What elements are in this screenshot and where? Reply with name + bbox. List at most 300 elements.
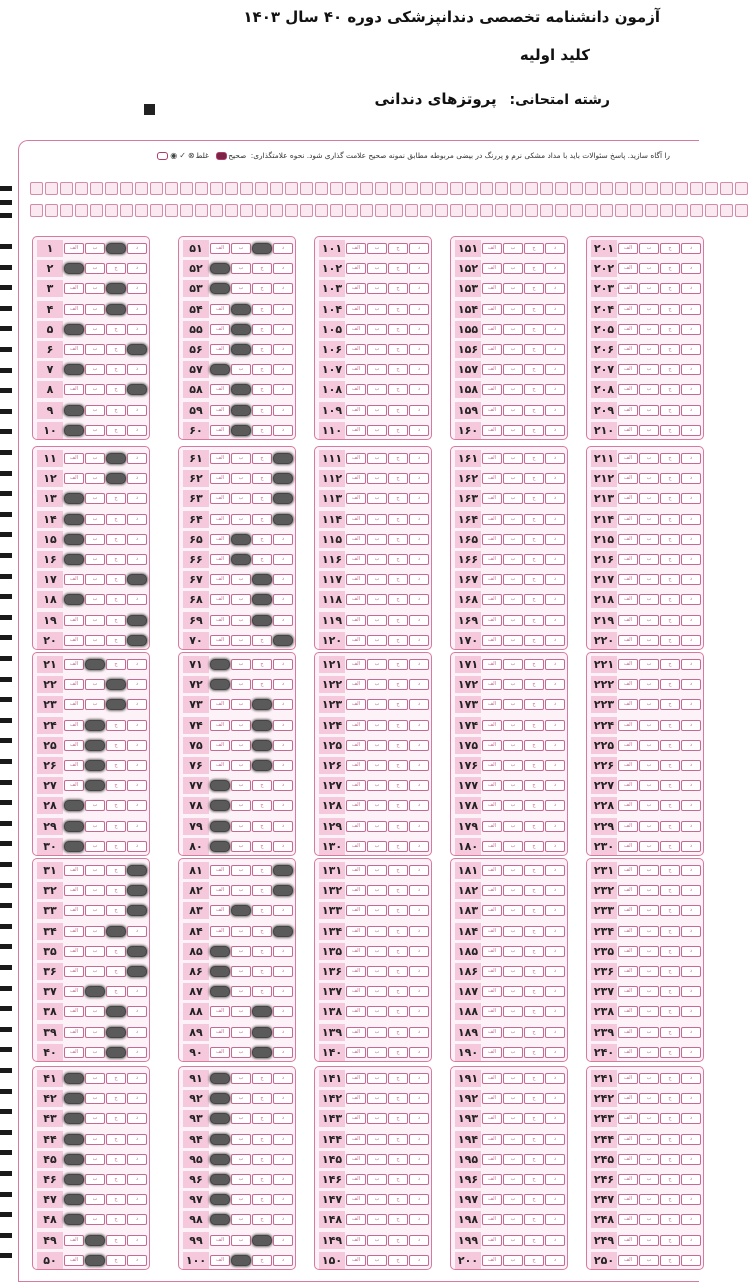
option-bubble[interactable]: ب (367, 1194, 387, 1205)
option-bubble[interactable]: د (273, 263, 293, 274)
option-bubble[interactable]: ج (660, 283, 680, 294)
option-bubble[interactable]: ج (106, 1174, 126, 1185)
option-bubble[interactable]: د (273, 1073, 293, 1084)
option-bubble[interactable]: د (409, 1006, 429, 1017)
option-bubble[interactable]: الف (64, 740, 84, 751)
option-bubble[interactable]: ب (503, 324, 523, 335)
option-bubble[interactable]: ج (524, 364, 544, 375)
option-bubble[interactable]: ج (524, 1194, 544, 1205)
filled-option-bubble[interactable] (106, 679, 126, 690)
option-bubble[interactable]: ب (367, 986, 387, 997)
option-bubble[interactable]: الف (618, 554, 638, 565)
option-bubble[interactable]: ب (503, 1027, 523, 1038)
option-bubble[interactable]: د (545, 821, 565, 832)
option-bubble[interactable]: ج (660, 1154, 680, 1165)
option-bubble[interactable]: د (273, 425, 293, 436)
option-bubble[interactable]: ج (252, 679, 272, 690)
option-bubble[interactable]: الف (482, 986, 502, 997)
option-bubble[interactable]: د (681, 514, 701, 525)
option-bubble[interactable]: د (545, 905, 565, 916)
option-bubble[interactable]: ب (85, 405, 105, 416)
option-bubble[interactable]: د (545, 574, 565, 585)
option-bubble[interactable]: ب (503, 760, 523, 771)
option-bubble[interactable]: د (127, 740, 147, 751)
filled-option-bubble[interactable] (273, 514, 293, 525)
option-bubble[interactable]: د (273, 800, 293, 811)
option-bubble[interactable]: ج (252, 405, 272, 416)
option-bubble[interactable]: د (127, 514, 147, 525)
option-bubble[interactable]: ج (106, 905, 126, 916)
option-bubble[interactable]: الف (210, 865, 230, 876)
filled-option-bubble[interactable] (85, 720, 105, 731)
option-bubble[interactable]: د (409, 841, 429, 852)
option-bubble[interactable]: الف (210, 304, 230, 315)
option-bubble[interactable]: ج (388, 1154, 408, 1165)
option-bubble[interactable]: الف (64, 905, 84, 916)
option-bubble[interactable]: الف (346, 760, 366, 771)
option-bubble[interactable]: د (273, 554, 293, 565)
filled-option-bubble[interactable] (64, 1214, 84, 1225)
option-bubble[interactable]: الف (618, 283, 638, 294)
option-bubble[interactable]: د (273, 740, 293, 751)
option-bubble[interactable]: ب (231, 493, 251, 504)
option-bubble[interactable]: د (545, 1047, 565, 1058)
option-bubble[interactable]: ج (524, 780, 544, 791)
option-bubble[interactable]: ج (660, 635, 680, 646)
filled-option-bubble[interactable] (210, 1093, 230, 1104)
option-bubble[interactable]: ج (660, 1113, 680, 1124)
option-bubble[interactable]: ب (85, 243, 105, 254)
filled-option-bubble[interactable] (64, 800, 84, 811)
option-bubble[interactable]: ج (524, 514, 544, 525)
option-bubble[interactable]: الف (618, 1093, 638, 1104)
option-bubble[interactable]: الف (618, 1073, 638, 1084)
option-bubble[interactable]: ب (85, 1194, 105, 1205)
option-bubble[interactable]: د (681, 780, 701, 791)
option-bubble[interactable]: الف (346, 1093, 366, 1104)
option-bubble[interactable]: د (681, 946, 701, 957)
option-bubble[interactable]: ج (106, 720, 126, 731)
option-bubble[interactable]: ب (639, 1235, 659, 1246)
option-bubble[interactable]: د (681, 453, 701, 464)
option-bubble[interactable]: د (681, 800, 701, 811)
option-bubble[interactable]: د (681, 865, 701, 876)
option-bubble[interactable]: ب (639, 1073, 659, 1084)
option-bubble[interactable]: ب (367, 514, 387, 525)
option-bubble[interactable]: ب (367, 760, 387, 771)
option-bubble[interactable]: ج (524, 821, 544, 832)
option-bubble[interactable]: الف (210, 740, 230, 751)
filled-option-bubble[interactable] (85, 740, 105, 751)
option-bubble[interactable]: ج (524, 1093, 544, 1104)
filled-option-bubble[interactable] (85, 760, 105, 771)
option-bubble[interactable]: ب (639, 1047, 659, 1058)
option-bubble[interactable]: ب (367, 679, 387, 690)
option-bubble[interactable]: الف (64, 760, 84, 771)
option-bubble[interactable]: د (409, 1134, 429, 1145)
option-bubble[interactable]: ب (639, 1027, 659, 1038)
option-bubble[interactable]: د (273, 1047, 293, 1058)
option-bubble[interactable]: ب (231, 986, 251, 997)
option-bubble[interactable]: ج (106, 554, 126, 565)
option-bubble[interactable]: ب (367, 659, 387, 670)
option-bubble[interactable]: د (545, 1214, 565, 1225)
option-bubble[interactable]: ج (388, 635, 408, 646)
option-bubble[interactable]: ج (252, 344, 272, 355)
option-bubble[interactable]: د (545, 699, 565, 710)
option-bubble[interactable]: ج (388, 405, 408, 416)
filled-option-bubble[interactable] (64, 821, 84, 832)
filled-option-bubble[interactable] (64, 534, 84, 545)
filled-option-bubble[interactable] (231, 534, 251, 545)
option-bubble[interactable]: ب (367, 453, 387, 464)
option-bubble[interactable]: د (127, 760, 147, 771)
option-bubble[interactable]: د (681, 926, 701, 937)
option-bubble[interactable]: ب (85, 283, 105, 294)
option-bubble[interactable]: د (545, 534, 565, 545)
option-bubble[interactable]: د (273, 946, 293, 957)
option-bubble[interactable]: الف (618, 659, 638, 670)
option-bubble[interactable]: د (681, 493, 701, 504)
option-bubble[interactable]: ب (639, 1214, 659, 1225)
filled-option-bubble[interactable] (64, 1113, 84, 1124)
option-bubble[interactable]: الف (64, 780, 84, 791)
option-bubble[interactable]: د (545, 966, 565, 977)
filled-option-bubble[interactable] (127, 865, 147, 876)
option-bubble[interactable]: ج (106, 885, 126, 896)
option-bubble[interactable]: ج (106, 425, 126, 436)
option-bubble[interactable]: ج (524, 760, 544, 771)
option-bubble[interactable]: ب (85, 679, 105, 690)
option-bubble[interactable]: ج (524, 1006, 544, 1017)
option-bubble[interactable]: ج (388, 243, 408, 254)
option-bubble[interactable]: ج (252, 885, 272, 896)
option-bubble[interactable]: ب (503, 986, 523, 997)
option-bubble[interactable]: الف (482, 1073, 502, 1084)
filled-option-bubble[interactable] (210, 1214, 230, 1225)
option-bubble[interactable]: الف (618, 699, 638, 710)
option-bubble[interactable]: د (273, 405, 293, 416)
option-bubble[interactable]: الف (346, 344, 366, 355)
filled-option-bubble[interactable] (127, 905, 147, 916)
option-bubble[interactable]: ب (503, 304, 523, 315)
option-bubble[interactable]: ج (388, 780, 408, 791)
option-bubble[interactable]: ب (639, 1134, 659, 1145)
filled-option-bubble[interactable] (64, 263, 84, 274)
option-bubble[interactable]: ج (106, 841, 126, 852)
option-bubble[interactable]: ب (639, 986, 659, 997)
option-bubble[interactable]: الف (346, 1113, 366, 1124)
option-bubble[interactable]: الف (618, 946, 638, 957)
option-bubble[interactable]: الف (64, 304, 84, 315)
option-bubble[interactable]: الف (482, 594, 502, 605)
option-bubble[interactable]: ج (252, 926, 272, 937)
option-bubble[interactable]: ج (660, 1027, 680, 1038)
option-bubble[interactable]: ج (524, 679, 544, 690)
option-bubble[interactable]: الف (64, 615, 84, 626)
option-bubble[interactable]: ج (660, 885, 680, 896)
option-bubble[interactable]: ب (503, 1235, 523, 1246)
filled-option-bubble[interactable] (106, 304, 126, 315)
option-bubble[interactable]: د (127, 554, 147, 565)
filled-option-bubble[interactable] (252, 1047, 272, 1058)
option-bubble[interactable]: ب (231, 1047, 251, 1058)
option-bubble[interactable]: ج (388, 344, 408, 355)
filled-option-bubble[interactable] (231, 905, 251, 916)
filled-option-bubble[interactable] (106, 1027, 126, 1038)
option-bubble[interactable]: ج (660, 243, 680, 254)
option-bubble[interactable]: ب (503, 966, 523, 977)
option-bubble[interactable]: د (409, 554, 429, 565)
option-bubble[interactable]: د (409, 800, 429, 811)
option-bubble[interactable]: ب (231, 865, 251, 876)
option-bubble[interactable]: د (127, 926, 147, 937)
option-bubble[interactable]: ب (639, 594, 659, 605)
option-bubble[interactable]: ج (660, 1047, 680, 1058)
option-bubble[interactable]: الف (210, 635, 230, 646)
option-bubble[interactable]: الف (346, 263, 366, 274)
option-bubble[interactable]: الف (618, 1154, 638, 1165)
option-bubble[interactable]: ج (660, 1073, 680, 1084)
option-bubble[interactable]: ب (85, 534, 105, 545)
option-bubble[interactable]: ج (388, 885, 408, 896)
filled-option-bubble[interactable] (85, 1235, 105, 1246)
option-bubble[interactable]: ب (367, 946, 387, 957)
option-bubble[interactable]: د (409, 780, 429, 791)
option-bubble[interactable]: د (127, 1093, 147, 1104)
option-bubble[interactable]: الف (64, 926, 84, 937)
option-bubble[interactable]: الف (618, 243, 638, 254)
option-bubble[interactable]: ب (503, 493, 523, 504)
option-bubble[interactable]: د (681, 1006, 701, 1017)
option-bubble[interactable]: الف (64, 384, 84, 395)
option-bubble[interactable]: ج (660, 1255, 680, 1266)
option-bubble[interactable]: ب (503, 800, 523, 811)
option-bubble[interactable]: د (273, 594, 293, 605)
option-bubble[interactable]: ب (85, 865, 105, 876)
option-bubble[interactable]: د (681, 1113, 701, 1124)
option-bubble[interactable]: ب (503, 740, 523, 751)
option-bubble[interactable]: الف (210, 384, 230, 395)
option-bubble[interactable]: الف (64, 283, 84, 294)
option-bubble[interactable]: ج (388, 1073, 408, 1084)
option-bubble[interactable]: د (127, 304, 147, 315)
option-bubble[interactable]: ب (639, 384, 659, 395)
option-bubble[interactable]: الف (64, 966, 84, 977)
option-bubble[interactable]: الف (210, 760, 230, 771)
option-bubble[interactable]: الف (618, 800, 638, 811)
option-bubble[interactable]: الف (482, 283, 502, 294)
option-bubble[interactable]: ج (660, 905, 680, 916)
option-bubble[interactable]: الف (482, 405, 502, 416)
option-bubble[interactable]: د (127, 324, 147, 335)
option-bubble[interactable]: ب (367, 1235, 387, 1246)
option-bubble[interactable]: الف (482, 384, 502, 395)
option-bubble[interactable]: الف (346, 405, 366, 416)
option-bubble[interactable]: الف (346, 1073, 366, 1084)
option-bubble[interactable]: ب (367, 1255, 387, 1266)
option-bubble[interactable]: ج (524, 1047, 544, 1058)
filled-option-bubble[interactable] (273, 926, 293, 937)
filled-option-bubble[interactable] (64, 364, 84, 375)
option-bubble[interactable]: ج (388, 986, 408, 997)
option-bubble[interactable]: الف (210, 344, 230, 355)
option-bubble[interactable]: د (127, 800, 147, 811)
option-bubble[interactable]: الف (64, 1027, 84, 1038)
option-bubble[interactable]: ج (660, 574, 680, 585)
option-bubble[interactable]: ج (388, 659, 408, 670)
option-bubble[interactable]: ب (639, 760, 659, 771)
option-bubble[interactable]: ج (106, 1194, 126, 1205)
option-bubble[interactable]: ب (231, 1174, 251, 1185)
option-bubble[interactable]: ج (524, 720, 544, 731)
option-bubble[interactable]: ب (85, 425, 105, 436)
option-bubble[interactable]: ج (252, 534, 272, 545)
option-bubble[interactable]: ب (639, 1194, 659, 1205)
option-bubble[interactable]: ج (524, 1073, 544, 1084)
option-bubble[interactable]: ج (388, 966, 408, 977)
filled-option-bubble[interactable] (85, 1255, 105, 1266)
filled-option-bubble[interactable] (210, 821, 230, 832)
filled-option-bubble[interactable] (231, 304, 251, 315)
option-bubble[interactable]: ب (639, 740, 659, 751)
option-bubble[interactable]: الف (618, 1027, 638, 1038)
option-bubble[interactable]: الف (346, 740, 366, 751)
option-bubble[interactable]: ب (503, 405, 523, 416)
option-bubble[interactable]: الف (210, 1255, 230, 1266)
option-bubble[interactable]: ب (503, 344, 523, 355)
option-bubble[interactable]: ب (85, 1093, 105, 1104)
option-bubble[interactable]: ج (524, 263, 544, 274)
option-bubble[interactable]: ب (639, 841, 659, 852)
option-bubble[interactable]: ج (388, 905, 408, 916)
option-bubble[interactable]: د (273, 679, 293, 690)
option-bubble[interactable]: ب (367, 534, 387, 545)
option-bubble[interactable]: الف (346, 554, 366, 565)
option-bubble[interactable]: د (409, 534, 429, 545)
option-bubble[interactable]: الف (346, 865, 366, 876)
option-bubble[interactable]: ج (106, 1255, 126, 1266)
option-bubble[interactable]: د (409, 865, 429, 876)
option-bubble[interactable]: ج (660, 865, 680, 876)
option-bubble[interactable]: ج (660, 364, 680, 375)
option-bubble[interactable]: الف (346, 1027, 366, 1038)
option-bubble[interactable]: د (545, 800, 565, 811)
filled-option-bubble[interactable] (106, 453, 126, 464)
option-bubble[interactable]: الف (64, 679, 84, 690)
option-bubble[interactable]: ج (106, 344, 126, 355)
option-bubble[interactable]: د (681, 986, 701, 997)
option-bubble[interactable]: ب (231, 1134, 251, 1145)
option-bubble[interactable]: ب (231, 841, 251, 852)
option-bubble[interactable]: ب (367, 1027, 387, 1038)
option-bubble[interactable]: ج (660, 615, 680, 626)
option-bubble[interactable]: ج (252, 283, 272, 294)
option-bubble[interactable]: ب (639, 344, 659, 355)
option-bubble[interactable]: د (545, 243, 565, 254)
filled-option-bubble[interactable] (106, 243, 126, 254)
filled-option-bubble[interactable] (64, 493, 84, 504)
option-bubble[interactable]: ج (388, 1235, 408, 1246)
filled-option-bubble[interactable] (127, 344, 147, 355)
option-bubble[interactable]: الف (64, 453, 84, 464)
option-bubble[interactable]: ج (660, 1194, 680, 1205)
option-bubble[interactable]: الف (618, 615, 638, 626)
option-bubble[interactable]: ب (503, 554, 523, 565)
option-bubble[interactable]: د (409, 946, 429, 957)
option-bubble[interactable]: ج (660, 594, 680, 605)
option-bubble[interactable]: ب (85, 1154, 105, 1165)
option-bubble[interactable]: د (409, 1174, 429, 1185)
option-bubble[interactable]: ج (388, 1214, 408, 1225)
option-bubble[interactable]: ج (252, 841, 272, 852)
option-bubble[interactable]: د (127, 1235, 147, 1246)
option-bubble[interactable]: ب (85, 514, 105, 525)
filled-option-bubble[interactable] (252, 1027, 272, 1038)
filled-option-bubble[interactable] (231, 554, 251, 565)
option-bubble[interactable]: الف (64, 344, 84, 355)
option-bubble[interactable]: الف (482, 554, 502, 565)
option-bubble[interactable]: ج (106, 534, 126, 545)
option-bubble[interactable]: ج (106, 364, 126, 375)
option-bubble[interactable]: ب (503, 514, 523, 525)
option-bubble[interactable]: د (127, 679, 147, 690)
option-bubble[interactable]: ج (252, 304, 272, 315)
option-bubble[interactable]: د (545, 885, 565, 896)
option-bubble[interactable]: د (127, 493, 147, 504)
option-bubble[interactable]: ج (524, 905, 544, 916)
option-bubble[interactable]: د (545, 283, 565, 294)
option-bubble[interactable]: ب (367, 1174, 387, 1185)
option-bubble[interactable]: ج (388, 1134, 408, 1145)
option-bubble[interactable]: ب (639, 1174, 659, 1185)
option-bubble[interactable]: ب (639, 635, 659, 646)
option-bubble[interactable]: ب (85, 453, 105, 464)
option-bubble[interactable]: الف (64, 720, 84, 731)
option-bubble[interactable]: ب (231, 1113, 251, 1124)
option-bubble[interactable]: ب (85, 493, 105, 504)
option-bubble[interactable]: د (273, 1154, 293, 1165)
option-bubble[interactable]: د (545, 1154, 565, 1165)
option-bubble[interactable]: ب (367, 1154, 387, 1165)
option-bubble[interactable]: الف (346, 283, 366, 294)
option-bubble[interactable]: ب (503, 841, 523, 852)
option-bubble[interactable]: ب (639, 514, 659, 525)
filled-option-bubble[interactable] (210, 986, 230, 997)
option-bubble[interactable]: ج (524, 324, 544, 335)
option-bubble[interactable]: ج (660, 659, 680, 670)
option-bubble[interactable]: ج (660, 405, 680, 416)
option-bubble[interactable]: ب (85, 905, 105, 916)
option-bubble[interactable]: الف (482, 760, 502, 771)
option-bubble[interactable]: د (545, 344, 565, 355)
option-bubble[interactable]: ب (231, 720, 251, 731)
option-bubble[interactable]: الف (618, 841, 638, 852)
option-bubble[interactable]: ب (639, 1006, 659, 1017)
option-bubble[interactable]: د (273, 304, 293, 315)
option-bubble[interactable]: د (127, 594, 147, 605)
option-bubble[interactable]: ج (524, 946, 544, 957)
option-bubble[interactable]: د (681, 885, 701, 896)
option-bubble[interactable]: د (545, 1134, 565, 1145)
option-bubble[interactable]: ب (503, 659, 523, 670)
option-bubble[interactable]: د (409, 243, 429, 254)
option-bubble[interactable]: ب (231, 885, 251, 896)
option-bubble[interactable]: الف (618, 1255, 638, 1266)
option-bubble[interactable]: ب (503, 615, 523, 626)
option-bubble[interactable]: ج (106, 263, 126, 274)
option-bubble[interactable]: د (409, 926, 429, 937)
